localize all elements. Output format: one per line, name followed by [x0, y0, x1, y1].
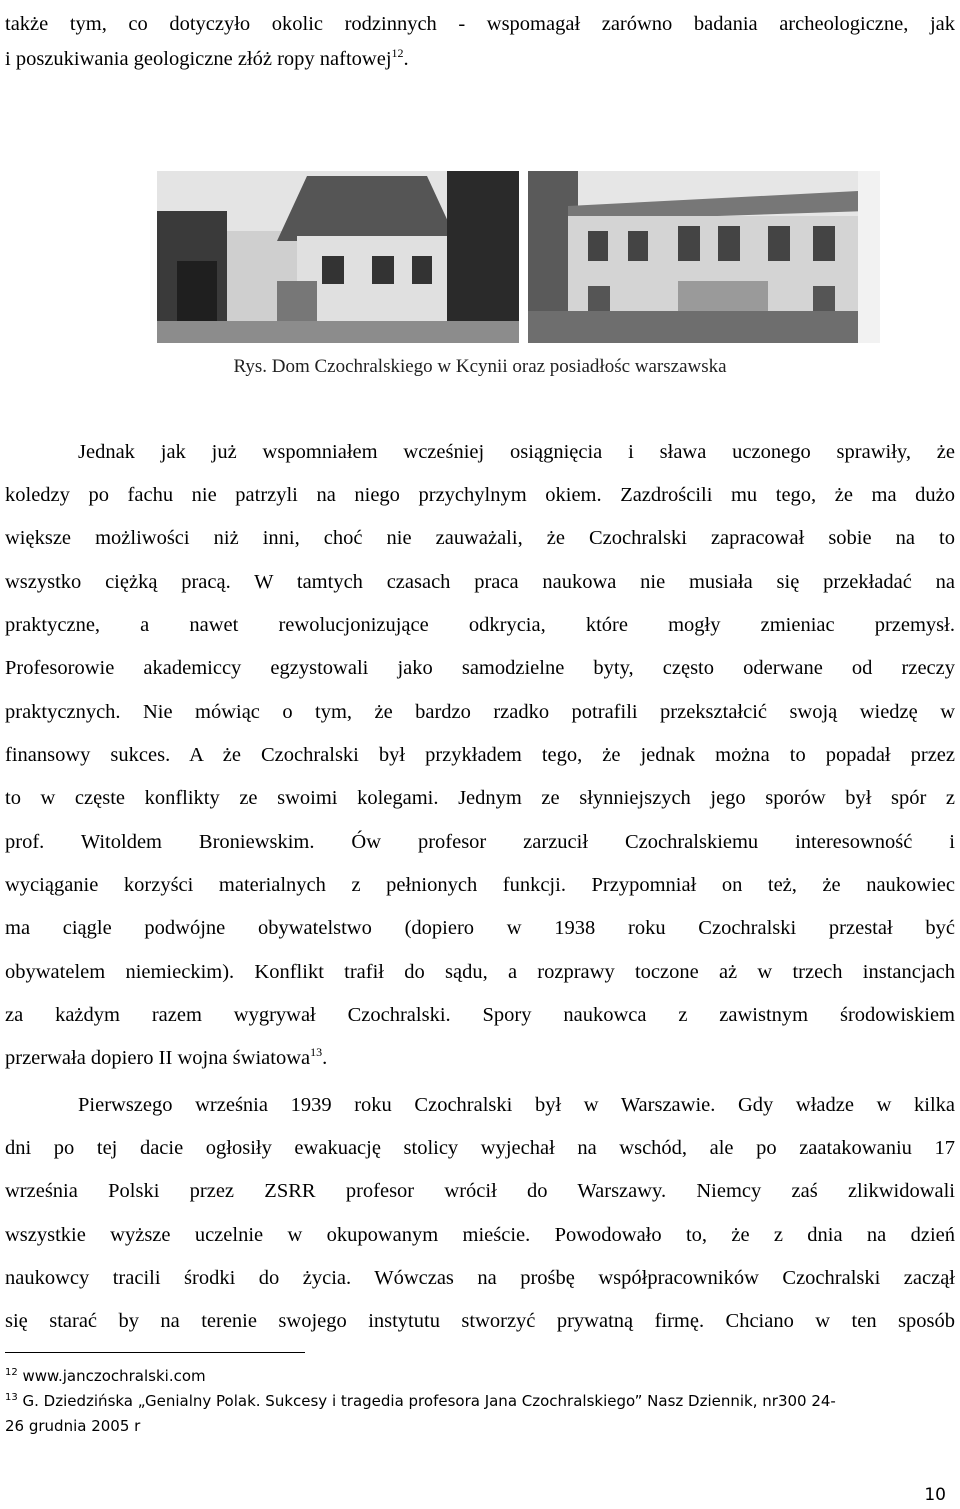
photo-kcynia-house	[157, 171, 519, 343]
footnote-12	[5, 1364, 206, 1388]
footnote-mark: 12	[5, 1367, 18, 1378]
text-line: się starać by na terenie swojego instytutu stworzyć prywatną firmę. Chciano w ten sposób	[5, 1310, 955, 1332]
footnote-13: $^{13}$ G. Dziedzińska „Genialny Polak. Sukcesy i tragedia profesora Jana Czochralskiego” Nasz Dziennik, nr300 24-	[5, 1392, 836, 1410]
footnote-separator	[5, 1352, 305, 1353]
text-line: to w częste konflikty ze swoimi kolegami. Jednym ze słynniejszych jego sporów był spór z	[5, 787, 955, 809]
text-line: przerwała dopiero II wojna światowa$^{13}$.	[5, 1045, 328, 1069]
footnote-ref: 12	[391, 46, 404, 61]
text-line: większe możliwości niż inni, choć nie zauważali, że Czochralski zapracował sobie na to	[5, 527, 955, 549]
footnote-mark: 13	[5, 1392, 18, 1403]
text-line: naukowcy tracili środki do życia. Wówczas na prośbę współpracowników Czochralski zaczął	[5, 1267, 955, 1289]
text-line: finansowy sukces. A że Czochralski był przykładem tego, że jednak można to popadał przez	[5, 744, 955, 766]
text-line: Profesorowie akademiccy egzystowali jako samodzielne byty, często oderwane od rzeczy	[5, 657, 955, 679]
text-line: praktyczne, a nawet rewolucjonizujące odkrycia, które mogły zmieniac przemysł.	[5, 614, 955, 636]
text-line: wszystkie wyższe uczelnie w okupowanym mieście. Powodowało to, że z dnia na dzień	[5, 1224, 955, 1246]
text-line: wyciąganie korzyści materialnych z pełnionych funkcji. Przypomniał on też, że naukowiec	[5, 874, 955, 896]
text-line: wszystko ciężką pracą. W tamtych czasach praca naukowa nie musiała się przekładać na	[5, 571, 955, 593]
text-line: także tym, co dotyczyło okolic rodzinnych - wspomagał zarówno badania archeologiczne, jak	[5, 13, 955, 35]
footnote-13-continued: 26 grudnia 2005 r	[5, 1417, 141, 1435]
footnote-link[interactable]: www.janczochralski.com	[22, 1367, 206, 1385]
text-line: praktycznych. Nie mówiąc o tym, że bardzo rzadko potrafili przekształcić swoją wiedzę w	[5, 701, 955, 723]
text-line: prof. Witoldem Broniewskim. Ów profesor zarzucił Czochralskiemu interesowność i	[5, 831, 955, 853]
figure-caption: Rys. Dom Czochralskiego w Kcynii oraz posiadłośc warszawska	[233, 356, 727, 377]
text-line: września Polski przez ZSRR profesor wrócił do Warszawy. Niemcy zaś zlikwidowali	[5, 1180, 955, 1202]
text-line: Pierwszego września 1939 roku Czochralski był w Warszawie. Gdy władze w kilka	[78, 1094, 955, 1116]
text-line: i poszukiwania geologiczne złóż ropy naftowej$^{12}$.	[5, 46, 409, 70]
text-line: za każdym razem wygrywał Czochralski. Spory naukowca z zawistnym środowiskiem	[5, 1004, 955, 1026]
text-line: koledzy po fachu nie patrzyli na niego przychylnym okiem. Zazdrościli mu tego, że ma dużo	[5, 484, 955, 506]
page-number: 10	[924, 1485, 946, 1505]
text-line: Jednak jak już wspomniałem wcześniej osiągnięcia i sława uczonego sprawiły, że	[78, 441, 955, 463]
text-line: obywatelem niemieckim). Konflikt trafił do sądu, a rozprawy toczone aż w trzech instancjach	[5, 961, 955, 983]
footnote-ref: 13	[310, 1045, 323, 1060]
photo-warsaw-villa	[528, 171, 880, 343]
text-line: dni po tej dacie ogłosiły ewakuację stolicy wyjechał na wschód, ale po zaatakowaniu 17	[5, 1137, 955, 1159]
text-line: ma ciągle podwójne obywatelstwo (dopiero w 1938 roku Czochralski przestał być	[5, 917, 955, 939]
